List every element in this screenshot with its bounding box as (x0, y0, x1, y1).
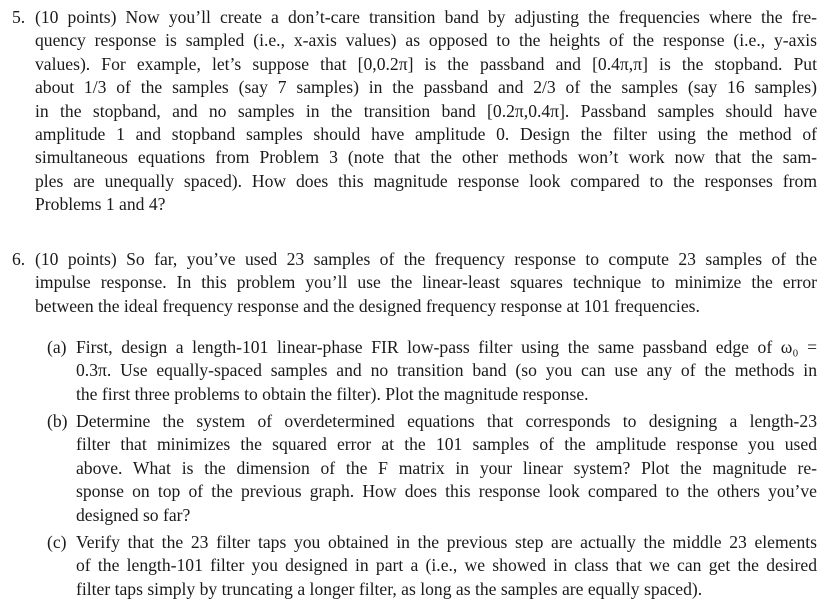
text-line: Determine the system of overdetermined equations that corresponds to designing a length-23 (76, 411, 817, 431)
part-text (76, 531, 817, 601)
text-line: ples are unequally spaced). How does this magnitude response look compared to the responses from (35, 170, 817, 191)
text-line: (10 points) So far, you’ve used 23 samples of the frequency response to compute 23 samples of the (35, 249, 817, 269)
part-text (76, 410, 817, 527)
text-line: the first three problems to obtain the filter). Plot the magnitude response. (76, 383, 589, 404)
text-line: 0.3π. Use equally-spaced samples and no transition band (so you can use any of the methods in (76, 360, 817, 381)
text-line: designed so far? (76, 504, 191, 525)
text-line: filter taps simply by truncating a longer filter, as long as the samples are equally spaced). (76, 578, 703, 599)
text-line: in the stopband, and no samples in the transition band [0.2π,0.4π]. Passband samples should have (35, 100, 817, 121)
problem-6-text (35, 248, 817, 318)
problem-5-text (35, 6, 817, 217)
part-label: (b) (47, 411, 68, 431)
text-line: values). For example, let’s suppose that [0,0.2π] is the passband and [0.4π,π] is the stopband. Put (35, 53, 817, 74)
text-line: amplitude 1 and stopband samples should have amplitude 0. Design the filter using the method of (35, 123, 817, 144)
problem-6-number: 6. (12, 249, 26, 269)
text-line: (10 points) Now you’ll create a don’t-care transition band by adjusting the frequencies where the fre- (35, 7, 817, 27)
text-line: Verify that the 23 filter taps you obtained in the previous step are actually the middle 23 elements (76, 532, 817, 552)
text-line: sponse on top of the previous graph. How does this response look compared to the others you’ve (76, 481, 817, 502)
text-line: above. What is the dimension of the F matrix in your linear system? Plot the magnitude re- (76, 457, 817, 478)
text-line: impulse response. In this problem you’ll use the linear-least squares technique to minimize the error (35, 272, 817, 293)
part-label: (c) (47, 532, 67, 552)
part-text (76, 336, 817, 406)
text-line: of the length-101 filter you designed in part a (i.e., we showed in class that we can get the desired (76, 555, 817, 576)
part-label: (a) (47, 337, 67, 357)
text-line: quency response is sampled (i.e., x-axis values) as opposed to the heights of the response (i.e., y-axis (35, 30, 817, 51)
text-line: filter that minimizes the squared error at the 101 samples of the amplitude response you used (76, 434, 817, 455)
text-line: Problems 1 and 4? (35, 194, 166, 215)
text-line: between the ideal frequency response and the designed frequency response at 101 frequencies. (35, 295, 700, 316)
text-line: First, design a length-101 linear-phase FIR low-pass filter using the same passband edge of ω₀ = (76, 337, 817, 357)
text-line: about 1/3 of the samples (say 7 samples) in the passband and 2/3 of the samples (say 16 samples) (35, 77, 817, 98)
text-line: simultaneous equations from Problem 3 (note that the other methods won’t work now that the sam- (35, 147, 817, 168)
problem-5-number: 5. (12, 7, 26, 27)
